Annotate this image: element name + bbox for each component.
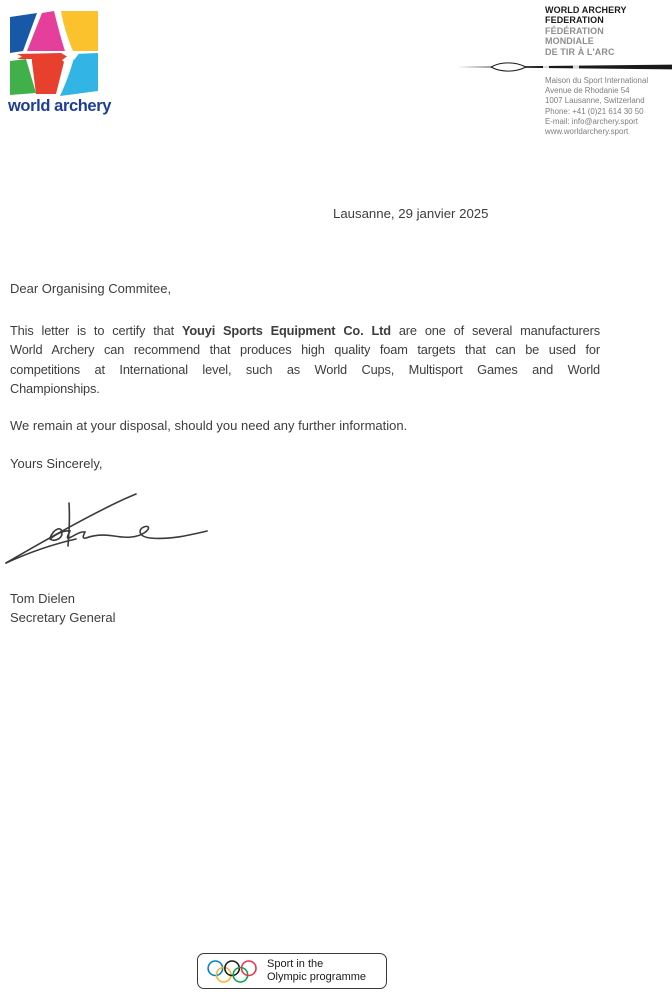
address-line-email: E-mail: info@archery.sport [545, 116, 638, 126]
org-name-fr-line2: MONDIALE [545, 36, 594, 47]
olympic-programme-badge [197, 953, 387, 989]
arrow-tick-2 [573, 66, 579, 69]
body-line-4: Championships. [10, 380, 100, 396]
body-line-1 [10, 321, 600, 340]
address-line: Avenue de Rhodanie 54 [545, 86, 630, 96]
closing-line: Yours Sincerely, [10, 456, 103, 471]
address-line-website: www.worldarchery.sport [545, 127, 629, 137]
body-line-3: competitions at International level, such as World Cups, Multisport Games and World [10, 361, 600, 377]
world-archery-logo [8, 10, 112, 116]
body-line-1-post: are one of several manufacturers [390, 323, 600, 338]
org-name-en-line1: WORLD ARCHERY [545, 5, 627, 15]
olympic-rings-icon [207, 959, 259, 984]
signer-block [10, 589, 116, 628]
letterhead-address [545, 76, 672, 137]
logo-shape-yellow [61, 11, 98, 51]
dateline: Lausanne, 29 janvier 2025 [333, 206, 489, 221]
address-line-phone: Phone: +41 (0)21 614 30 50 [545, 106, 644, 116]
arrow-shaft [457, 65, 672, 70]
olympic-badge-line1: Sport in the [267, 957, 324, 970]
org-name-fr-line3: DE TIR À L'ARC [545, 46, 615, 57]
body-line-1-pre: This letter is to certify that [10, 323, 182, 338]
arrow-fletching [491, 63, 526, 71]
signature-stroke [68, 503, 69, 546]
availability-line: We remain at your disposal, should you need any further information. [10, 418, 408, 433]
olympic-badge-text [267, 958, 366, 985]
body-paragraph [10, 321, 600, 398]
signature-stroke [6, 494, 136, 563]
org-name-en-line2: FEDERATION [545, 15, 604, 26]
salutation: Dear Organising Commitee, [10, 281, 172, 296]
letterhead-arrow-icon [455, 60, 672, 74]
world-archery-logo-icon [8, 10, 100, 96]
address-line: Maison du Sport International [545, 76, 649, 85]
signature-stroke [50, 526, 207, 540]
signer-name: Tom Dielen [10, 591, 76, 606]
org-name-fr-line1: FÉDÉRATION [545, 25, 604, 36]
signer-title: Secretary General [10, 610, 116, 626]
arrow-tick-1 [543, 66, 549, 69]
brand-wordmark: world archery [8, 97, 112, 115]
company-name: Youyi Sports Equipment Co. Ltd [181, 323, 391, 338]
address-line: 1007 Lausanne, Switzerland [545, 96, 645, 106]
letterhead-org-names [545, 5, 670, 57]
body-line-2: World Archery can recommend that produces high quality foam targets that can be used for [10, 342, 600, 358]
logo-shape-green [10, 59, 36, 95]
olympic-badge-line2: Olympic programme [267, 971, 367, 983]
signature-handwriting [2, 486, 214, 574]
logo-shape-cyan [60, 53, 98, 96]
